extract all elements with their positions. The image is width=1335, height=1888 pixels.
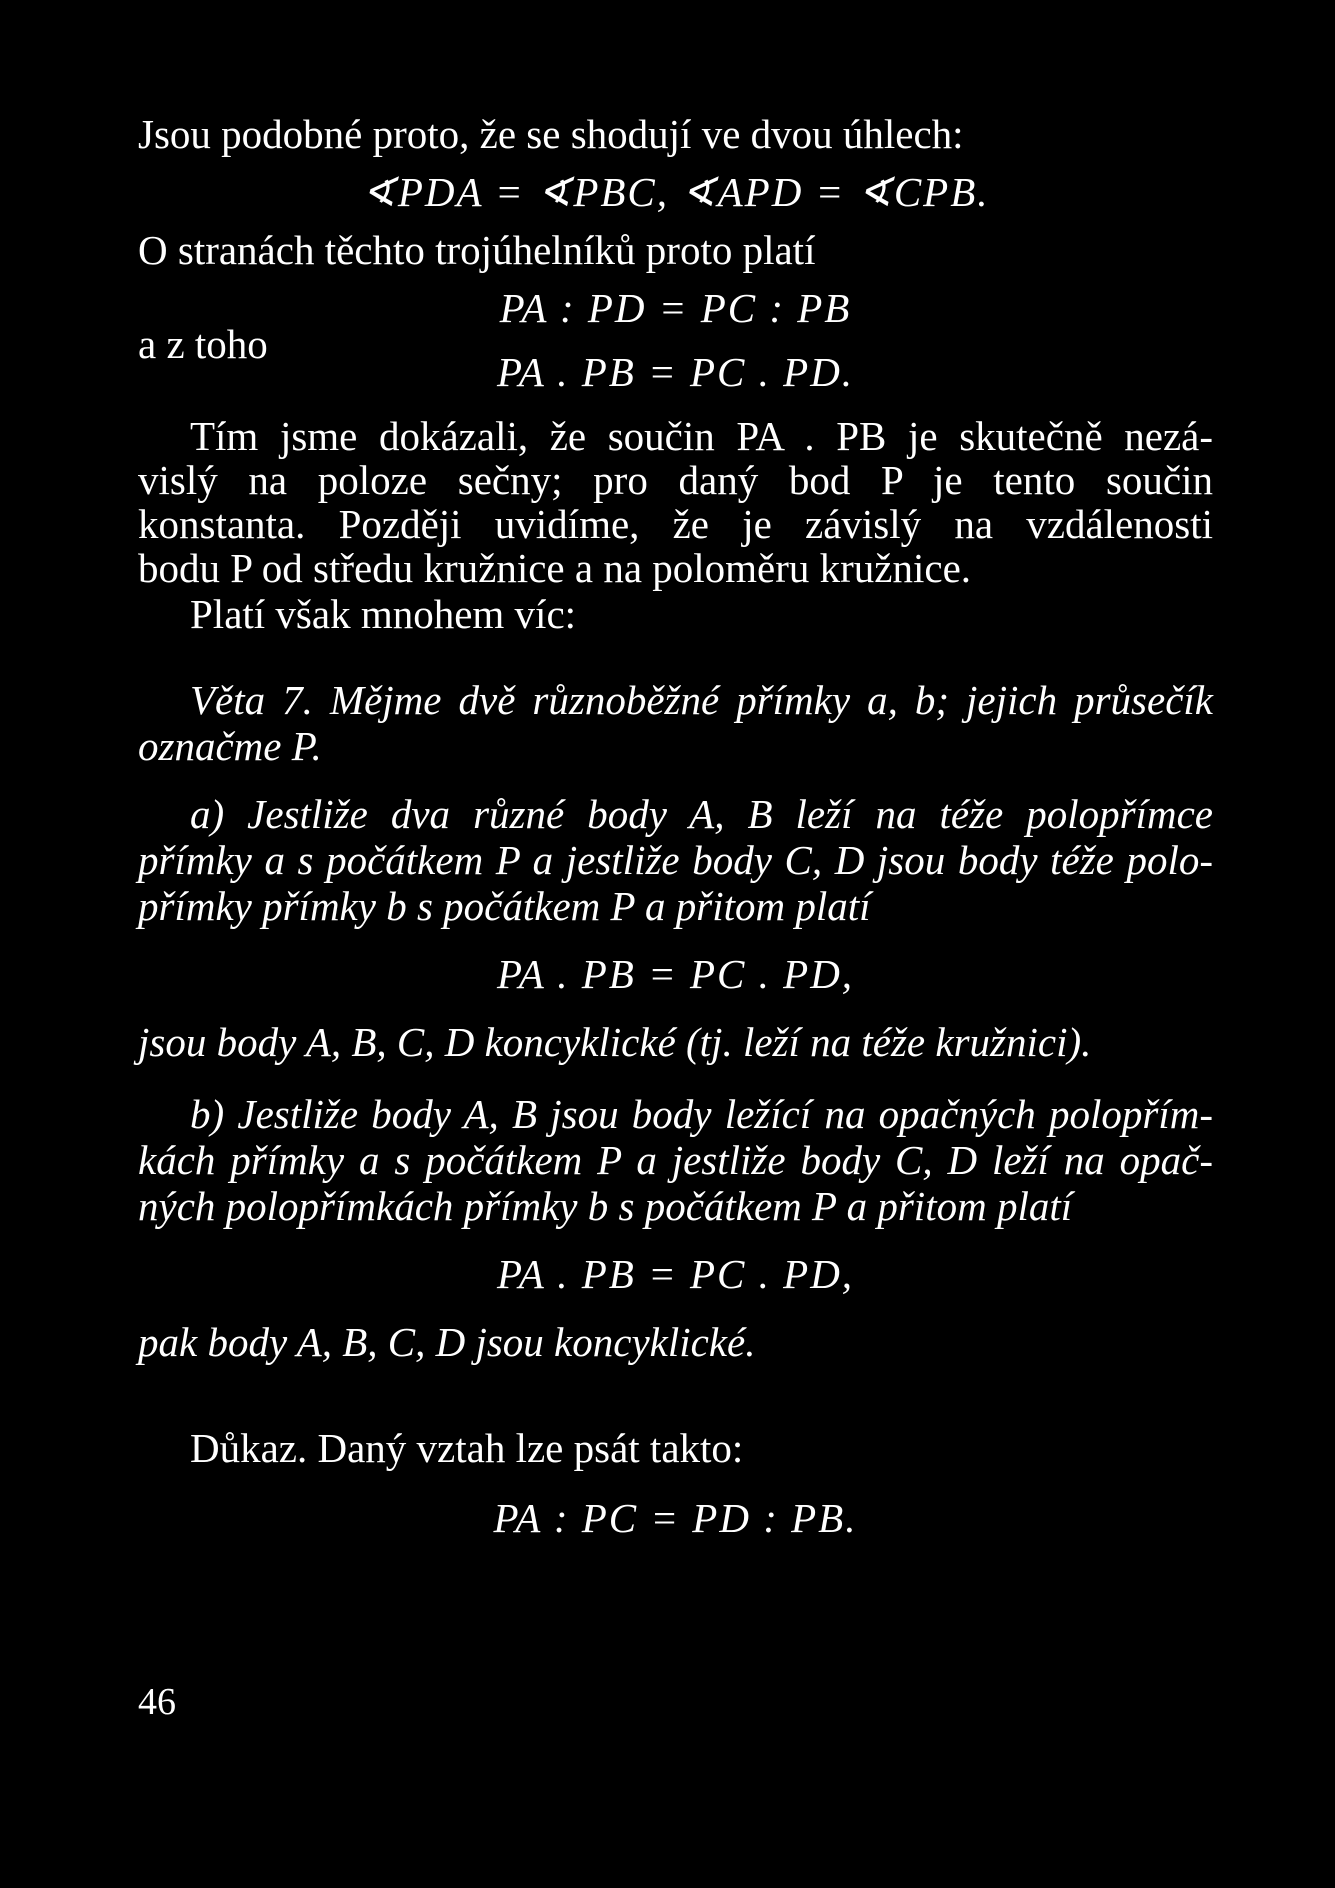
theorem-line: přímky přímky b s počátkem P a přitom platí bbox=[138, 883, 871, 929]
equation-ratio: PA : PD = PC : PB bbox=[499, 285, 852, 331]
equation-angles: ∢PDA = ∢PBC, ∢APD = ∢CPB. bbox=[361, 169, 990, 215]
theorem-line: jsou body A, B, C, D koncyklické (tj. leží na téže kružnici). bbox=[138, 1019, 1092, 1065]
theorem-part-a: a) Jestliže dva různé body A, B leží na téže polopřímce bbox=[190, 791, 1213, 837]
paragraph-line: konstanta. Později uvidíme, že je závislý na vzdálenosti bbox=[138, 501, 1213, 547]
page-number: 46 bbox=[138, 1681, 176, 1723]
equation-product: PA . PB = PC . PD, bbox=[496, 1251, 855, 1297]
theorem-heading: Věta 7. Mějme dvě různoběžné přímky a, b; jejich průsečík bbox=[190, 677, 1213, 723]
paragraph-line: O stranách těchto trojúhelníků proto platí bbox=[138, 227, 816, 273]
theorem-line: označme P. bbox=[138, 723, 322, 769]
equation-ratio: PA : PC = PD : PB. bbox=[493, 1495, 858, 1541]
paragraph-line: bodu P od středu kružnice a na poloměru kružnice. bbox=[138, 545, 972, 591]
equation-product: PA . PB = PC . PD. bbox=[496, 349, 855, 395]
theorem-line: přímky a s počátkem P a jestliže body C, D jsou body téže polo- bbox=[138, 837, 1213, 883]
paragraph-line: vislý na poloze sečny; pro daný bod P je tento součin bbox=[138, 457, 1213, 503]
equation-product: PA . PB = PC . PD, bbox=[496, 951, 855, 997]
theorem-line: ných polopřímkách přímky b s počátkem P a přitom platí bbox=[138, 1183, 1073, 1229]
theorem-line: pak body A, B, C, D jsou koncyklické. bbox=[138, 1319, 756, 1365]
paragraph-line: Tím jsme dokázali, že součin PA . PB je skutečně nezá- bbox=[190, 413, 1213, 459]
proof-heading: Důkaz. Daný vztah lze psát takto: bbox=[190, 1425, 744, 1471]
paragraph-line: a z toho bbox=[138, 321, 268, 367]
theorem-part-b: b) Jestliže body A, B jsou body ležící na opačných polopřím- bbox=[190, 1091, 1213, 1137]
theorem-line: kách přímky a s počátkem P a jestliže body C, D leží na opač- bbox=[138, 1137, 1213, 1183]
paragraph-line: Platí však mnohem víc: bbox=[190, 591, 577, 637]
paragraph-line: Jsou podobné proto, že se shodují ve dvou úhlech: bbox=[138, 111, 964, 157]
